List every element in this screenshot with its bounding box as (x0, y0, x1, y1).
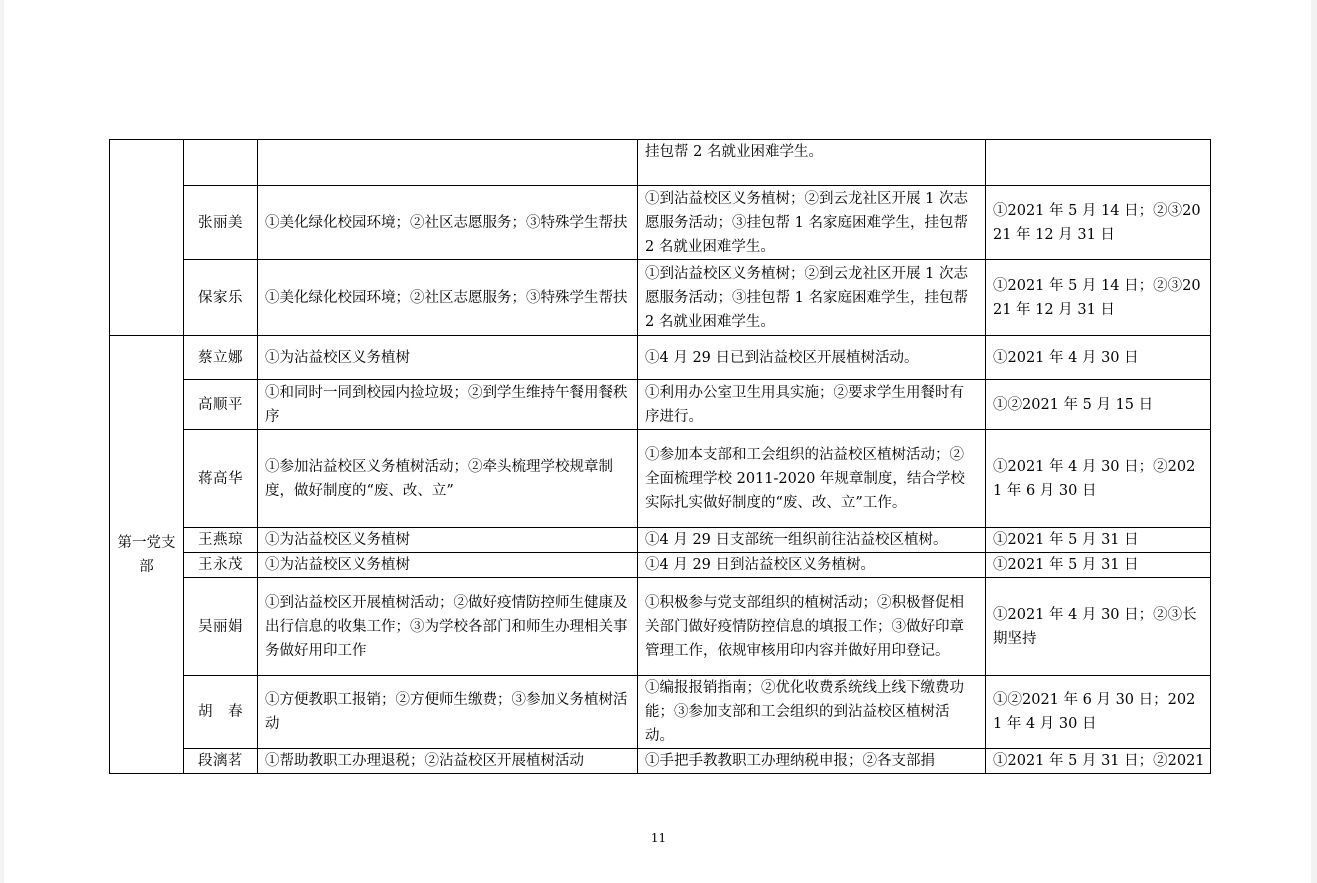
measure-cell: ①4 月 29 日到沾益校区义务植树。 (638, 553, 986, 578)
member-name: 张丽美 (184, 186, 258, 260)
measure-cell: ①利用办公室卫生用具实施；②要求学生用餐时有序进行。 (638, 380, 986, 430)
measure-cell: ①积极参与党支部组织的植树活动；②积极督促相关部门做好疫情防控信息的填报工作；③做好印章管理工作，依规审核用印内容并做好用印登记。 (638, 578, 986, 676)
measure-cell: ①4 月 29 日已到沾益校区开展植树活动。 (638, 336, 986, 380)
deadline-cell: ①2021 年 5 月 31 日；②2021 (986, 749, 1211, 774)
measure-cell: ①手把手教教职工办理纳税申报；②各支部捐 (638, 749, 986, 774)
measure-cell: ①4 月 29 日支部统一组织前往沾益校区植树。 (638, 528, 986, 553)
measure-cell: ①到沾益校区义务植树；②到云龙社区开展 1 次志愿服务活动；③挂包帮 1 名家庭困难学生，挂包帮 2 名就业困难学生。 (638, 260, 986, 336)
measure-cell: ①参加本支部和工会组织的沾益校区植树活动；②全面梳理学校 2011-2020 年规章制度，结合学校实际扎实做好制度的“废、改、立”工作。 (638, 430, 986, 528)
member-name: 王永茂 (184, 553, 258, 578)
member-name: 保家乐 (184, 260, 258, 336)
measure-cell: ①到沾益校区义务植树；②到云龙社区开展 1 次志愿服务活动；③挂包帮 1 名家庭困难学生，挂包帮 2 名就业困难学生。 (638, 186, 986, 260)
task-cell: ①为沾益校区义务植树 (258, 528, 638, 553)
deadline-cell: ①2021 年 5 月 31 日 (986, 553, 1211, 578)
table-row (110, 676, 1211, 749)
work-plan-table (109, 139, 1211, 774)
deadline-cell: ①2021 年 5 月 14 日；②③2021 年 12 月 31 日 (986, 186, 1211, 260)
member-name: 胡 春 (184, 676, 258, 749)
task-cell (258, 140, 638, 186)
table-row (110, 380, 1211, 430)
task-cell: ①美化绿化校园环境；②社区志愿服务；③特殊学生帮扶 (258, 186, 638, 260)
table-row (110, 186, 1211, 260)
task-cell: ①美化绿化校园环境；②社区志愿服务；③特殊学生帮扶 (258, 260, 638, 336)
measure-cell: ①编报报销指南；②优化收费系统线上线下缴费功能；③参加支部和工会组织的到沾益校区植树活动。 (638, 676, 986, 749)
deadline-cell (986, 140, 1211, 186)
member-name (184, 140, 258, 186)
table-row (110, 749, 1211, 774)
page-number: 11 (650, 831, 667, 845)
member-name: 高顺平 (184, 380, 258, 430)
deadline-cell: ①②2021 年 5 月 15 日 (986, 380, 1211, 430)
member-name: 吴丽娟 (184, 578, 258, 676)
member-name: 段漓茗 (184, 749, 258, 774)
task-cell: ①为沾益校区义务植树 (258, 553, 638, 578)
task-cell: ①和同时一同到校园内捡垃圾；②到学生维持午餐用餐秩序 (258, 380, 638, 430)
deadline-cell: ①2021 年 4 月 30 日；②③长期坚持 (986, 578, 1211, 676)
member-name: 蒋高华 (184, 430, 258, 528)
task-cell: ①方便教职工报销；②方便师生缴费；③参加义务植树活动 (258, 676, 638, 749)
table-row (110, 578, 1211, 676)
deadline-cell: ①2021 年 5 月 31 日 (986, 528, 1211, 553)
table-row (110, 140, 1211, 186)
branch-cell-blank (110, 140, 184, 336)
measure-cell: 挂包帮 2 名就业困难学生。 (638, 140, 986, 186)
deadline-cell: ①2021 年 4 月 30 日；②2021 年 6 月 30 日 (986, 430, 1211, 528)
deadline-cell: ①2021 年 4 月 30 日 (986, 336, 1211, 380)
member-name: 蔡立娜 (184, 336, 258, 380)
table-row (110, 430, 1211, 528)
task-cell: ①到沾益校区开展植树活动；②做好疫情防控师生健康及出行信息的收集工作；③为学校各部门和师生办理相关事务做好用印工作 (258, 578, 638, 676)
task-cell: ①帮助教职工办理退税；②沾益校区开展植树活动 (258, 749, 638, 774)
table-row (110, 260, 1211, 336)
table-row (110, 336, 1211, 380)
table-row (110, 553, 1211, 578)
member-name: 王燕琼 (184, 528, 258, 553)
deadline-cell: ①②2021 年 6 月 30 日；2021 年 4 月 30 日 (986, 676, 1211, 749)
task-cell: ①参加沾益校区义务植树活动；②牵头梳理学校规章制度，做好制度的“废、改、立” (258, 430, 638, 528)
document-page (4, 0, 1311, 883)
table-row (110, 528, 1211, 553)
deadline-cell: ①2021 年 5 月 14 日；②③2021 年 12 月 31 日 (986, 260, 1211, 336)
task-cell: ①为沾益校区义务植树 (258, 336, 638, 380)
branch-name: 第一党支部 (110, 336, 184, 774)
